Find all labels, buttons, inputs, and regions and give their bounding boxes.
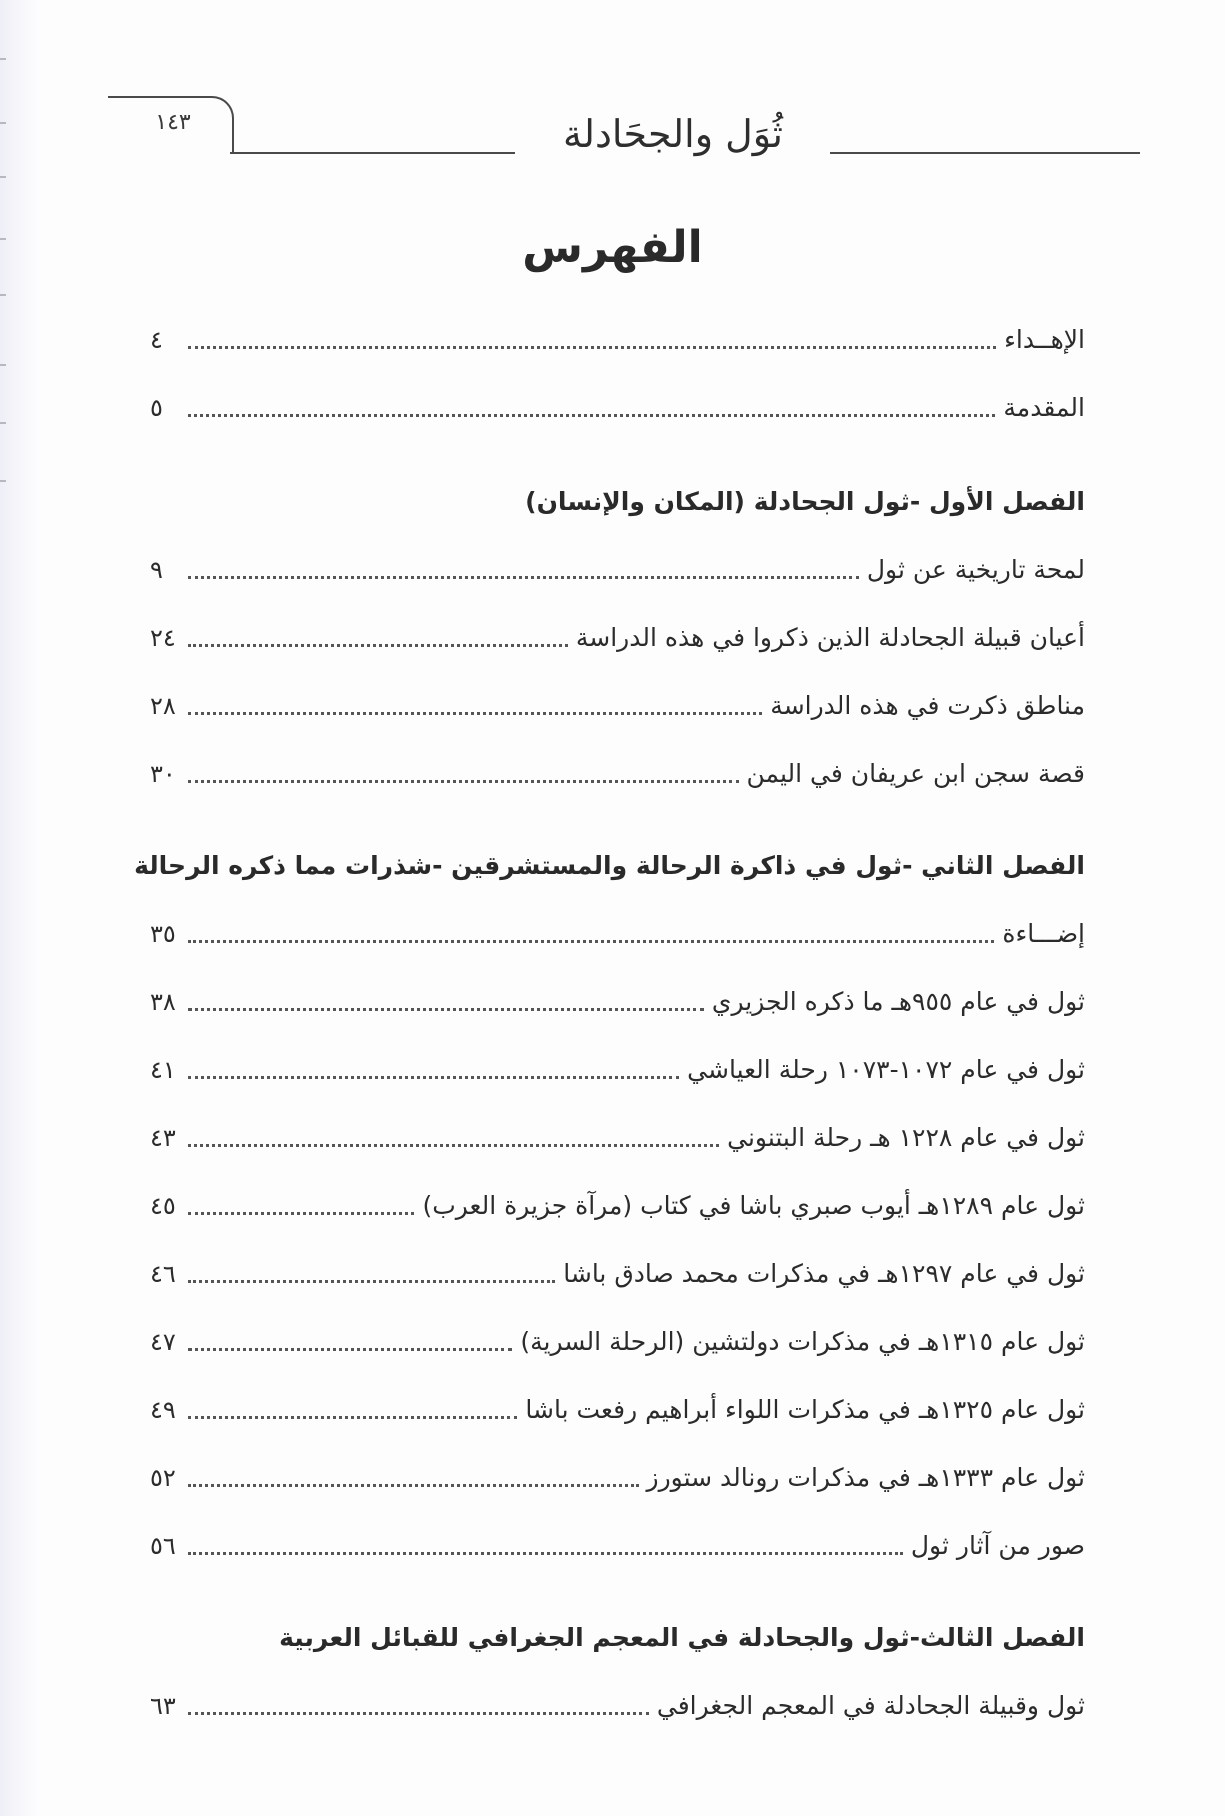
toc-entry-label: لمحة تاريخية عن ثول <box>866 555 1085 584</box>
dot-leader <box>188 940 994 943</box>
dot-leader <box>188 414 995 417</box>
toc-entry[interactable] <box>150 1118 1085 1158</box>
toc-entry-page: ٤٩ <box>150 1396 176 1424</box>
dot-leader <box>188 576 859 579</box>
toc-entry-label: صور من آثار ثول <box>910 1531 1085 1560</box>
binding-mark <box>0 58 6 60</box>
toc-entry-label: قصة سجن ابن عريفان في اليمن <box>746 759 1085 788</box>
header-rule-right <box>830 152 1140 154</box>
book-title: ثُوَل والجحَادلة <box>563 112 783 156</box>
chapter-heading-1[interactable]: الفصل الأول -ثول الجحادلة (المكان والإنسان) <box>525 487 1085 516</box>
page-title: الفهرس <box>522 222 703 273</box>
toc-entry-label: أعيان قبيلة الجحادلة الذين ذكروا في هذه الدراسة <box>575 623 1085 652</box>
toc-entry-label: مناطق ذكرت في هذه الدراسة <box>770 691 1085 720</box>
toc-entry[interactable] <box>150 618 1085 658</box>
dot-leader <box>188 1144 719 1147</box>
binding-mark <box>0 364 6 366</box>
toc-entry[interactable] <box>150 686 1085 726</box>
binding-mark <box>0 480 6 482</box>
dot-leader <box>188 1416 517 1419</box>
binding-mark <box>0 294 6 296</box>
dot-leader <box>188 1280 555 1283</box>
toc-entry[interactable] <box>150 1458 1085 1498</box>
dot-leader <box>188 1552 903 1555</box>
toc-entry-label: ثول في عام ١٢٢٨ هـ رحلة البتنوني <box>727 1123 1085 1152</box>
toc-entry[interactable] <box>150 914 1085 954</box>
toc-entry-page: ٤٣ <box>150 1124 176 1152</box>
dot-leader <box>188 346 996 349</box>
toc-entry-page: ٤ <box>150 326 163 354</box>
toc-entry[interactable] <box>150 1322 1085 1362</box>
toc-entry[interactable] <box>150 1526 1085 1566</box>
toc-entry-page: ٣٠ <box>150 760 176 788</box>
chapter-heading-2[interactable]: الفصل الثاني -ثول في ذاكرة الرحالة والمستشرقين -شذرات مما ذكره الرحالة <box>134 851 1085 880</box>
toc-entry-label: ثول عام ١٣١٥هـ في مذكرات دولتشين (الرحلة السرية) <box>520 1327 1085 1356</box>
toc-entry[interactable] <box>150 550 1085 590</box>
toc-entry[interactable] <box>150 1686 1085 1726</box>
toc-entry-page: ٣٨ <box>150 988 176 1016</box>
toc-entry-page: ٤١ <box>150 1056 176 1084</box>
chapter-heading-3[interactable]: الفصل الثالث-ثول والجحادلة في المعجم الجغرافي للقبائل العربية <box>279 1623 1085 1652</box>
toc-entry[interactable] <box>150 982 1085 1022</box>
toc-entry[interactable] <box>150 1186 1085 1226</box>
toc-entry[interactable] <box>150 1050 1085 1090</box>
toc-entry-label: إضـــاءة <box>1002 919 1085 948</box>
toc-entry-page: ٢٤ <box>150 624 176 652</box>
toc-entry-introduction[interactable] <box>150 388 1085 428</box>
toc-entry-label: ثول في عام ١٢٩٧هـ في مذكرات محمد صادق باشا <box>563 1259 1085 1288</box>
toc-entry-label: ثول في عام ٩٥٥هـ ما ذكره الجزيري <box>711 987 1085 1016</box>
toc-entry-label: ثول عام ١٣٣٣هـ في مذكرات رونالد ستورز <box>646 1463 1085 1492</box>
toc-entry[interactable] <box>150 1390 1085 1430</box>
page-number: ١٤٣ <box>155 110 191 135</box>
dot-leader <box>188 1008 704 1011</box>
dot-leader <box>188 1076 679 1079</box>
toc-entry-dedication[interactable] <box>150 320 1085 360</box>
toc-entry-label: المقدمة <box>1003 393 1085 422</box>
dot-leader <box>188 1484 639 1487</box>
toc-entry[interactable] <box>150 754 1085 794</box>
binding-mark <box>0 176 6 178</box>
binding-mark <box>0 122 6 124</box>
header-rule-left <box>230 152 515 154</box>
binding-mark <box>0 422 6 424</box>
toc-entry-page: ٥٦ <box>150 1532 176 1560</box>
toc-entry-page: ٢٨ <box>150 692 176 720</box>
running-header <box>118 96 1140 156</box>
toc-entry-page: ٩ <box>150 556 163 584</box>
dot-leader <box>188 1348 512 1351</box>
toc-entry-page: ٥ <box>150 394 163 422</box>
toc-entry-label: ثول عام ١٣٢٥هـ في مذكرات اللواء أبراهيم رفعت باشا <box>525 1395 1085 1424</box>
toc-entry-label: ثول في عام ١٠٧٢-١٠٧٣ رحلة العياشي <box>687 1055 1085 1084</box>
dot-leader <box>188 780 739 783</box>
toc-entry[interactable] <box>150 1254 1085 1294</box>
toc-entry-page: ٤٧ <box>150 1328 176 1356</box>
dot-leader <box>188 1212 414 1215</box>
toc-entry-page: ٥٢ <box>150 1464 176 1492</box>
dot-leader <box>188 712 762 715</box>
toc-entry-label: الإهــداء <box>1004 325 1085 354</box>
toc-entry-page: ٤٥ <box>150 1192 176 1220</box>
toc-entry-page: ٦٣ <box>150 1692 176 1720</box>
toc-entry-page: ٣٥ <box>150 920 176 948</box>
toc-entry-label: ثول وقبيلة الجحادلة في المعجم الجغرافي <box>656 1691 1085 1720</box>
toc-entry-page: ٤٦ <box>150 1260 176 1288</box>
toc-entry-label: ثول عام ١٢٨٩هـ أيوب صبري باشا في كتاب (مرآة جزيرة العرب) <box>422 1191 1085 1220</box>
dot-leader <box>188 1712 649 1715</box>
dot-leader <box>188 644 568 647</box>
